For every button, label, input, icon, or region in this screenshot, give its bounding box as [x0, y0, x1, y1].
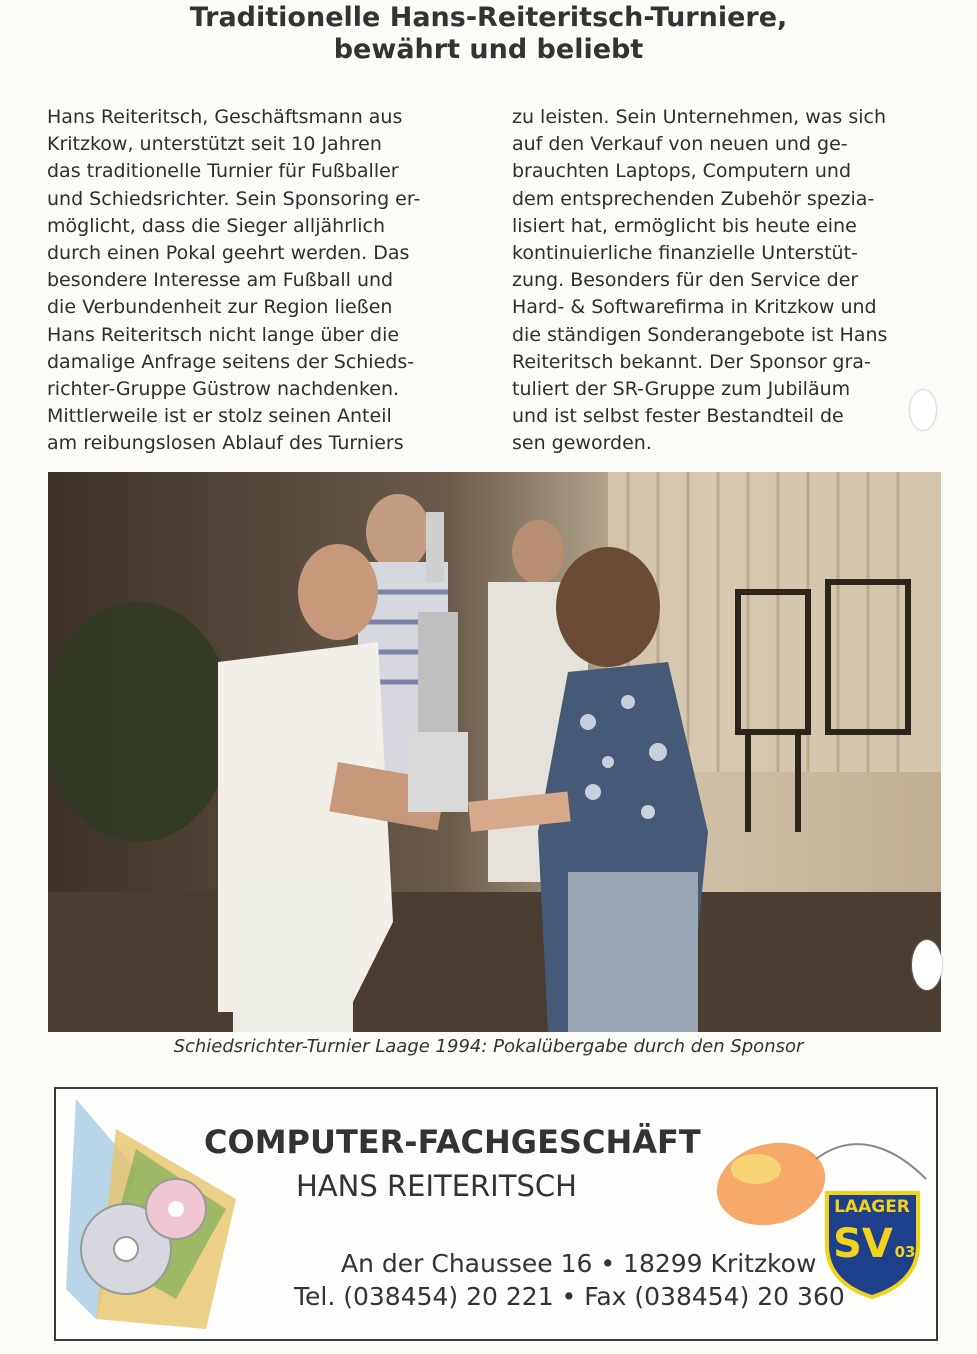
punch-hole — [912, 940, 942, 990]
text-line: und Schiedsrichter. Sein Sponsoring er- — [47, 187, 421, 210]
laager-sv-logo — [815, 1185, 930, 1300]
headline-line: Traditionelle Hans-Reiteritsch-Turniere, — [189, 2, 788, 33]
text-line: Hans Reiteritsch nicht lange über die — [47, 323, 400, 346]
text-line: tuliert der SR-Gruppe zum Jubiläum — [512, 378, 851, 401]
ad-owner-name: HANS REITERITSCH — [296, 1169, 577, 1203]
text-line: Reiteritsch bekannt. Der Sponsor gra- — [512, 350, 871, 373]
ad-address: An der Chaussee 16 • 18299 Kritzkow — [341, 1249, 817, 1278]
text-line: besondere Interesse am Fußball und — [47, 269, 394, 292]
text-line: das traditionelle Turnier für Fußballer — [47, 160, 399, 183]
text-line: kontinuierliche finanzielle Unterstüt- — [512, 242, 858, 265]
text-line: lisiert hat, ermöglicht bis heute eine — [512, 214, 857, 237]
text-line: und ist selbst fester Bestandteil de — [512, 405, 844, 428]
headline — [0, 2, 977, 66]
logo-top-text: LAAGER — [834, 1197, 910, 1217]
advertisement-box — [54, 1087, 938, 1341]
logo-main-text: SV — [833, 1221, 893, 1267]
text-line: Hard- & Softwarefirma in Kritzkow und — [512, 296, 877, 319]
text-line: Hans Reiteritsch, Geschäftsmann aus — [47, 106, 403, 128]
text-line: damalige Anfrage seitens der Schieds- — [47, 350, 415, 373]
logo-number: 03 — [894, 1243, 916, 1261]
text-line: am reibungslosen Ablauf des Turniers — [47, 432, 404, 455]
headline-line: bewährt und beliebt — [333, 34, 644, 65]
text-line: auf den Verkauf von neuen und ge- — [512, 133, 848, 156]
ad-shop-title: COMPUTER-FACHGESCHÄFT — [204, 1123, 701, 1161]
text-line: Mittlerweile ist er stolz seinen Anteil — [47, 405, 392, 428]
text-line: zung. Besonders für den Service der — [512, 269, 859, 292]
article-column-right — [512, 104, 932, 458]
article-column-left — [47, 104, 467, 458]
photo-caption: Schiedsrichter-Turnier Laage 1994: Pokalübergabe durch den Sponsor — [173, 1036, 804, 1057]
text-line: richter-Gruppe Güstrow nachdenken. — [47, 378, 400, 401]
text-line: durch einen Pokal geehrt werden. Das — [47, 242, 410, 265]
text-line: brauchten Laptops, Computern und — [512, 160, 852, 183]
text-line: die ständigen Sonderangebote ist Hans — [512, 323, 888, 346]
text-line: zu leisten. Sein Unternehmen, was sich — [512, 106, 887, 128]
text-line: Kritzkow, unterstützt seit 10 Jahren — [47, 133, 382, 156]
ad-phone: Tel. (038454) 20 221 • Fax (038454) 20 360 — [294, 1282, 845, 1311]
text-line: sen geworden. — [512, 432, 652, 455]
trophy-presentation-photo — [48, 472, 941, 1032]
text-line: die Verbundenheit zur Region ließen — [47, 296, 393, 319]
punch-hole — [910, 390, 936, 430]
text-line: dem entsprechenden Zubehör spezia- — [512, 187, 875, 210]
text-line: möglicht, dass die Sieger alljährlich — [47, 214, 386, 237]
